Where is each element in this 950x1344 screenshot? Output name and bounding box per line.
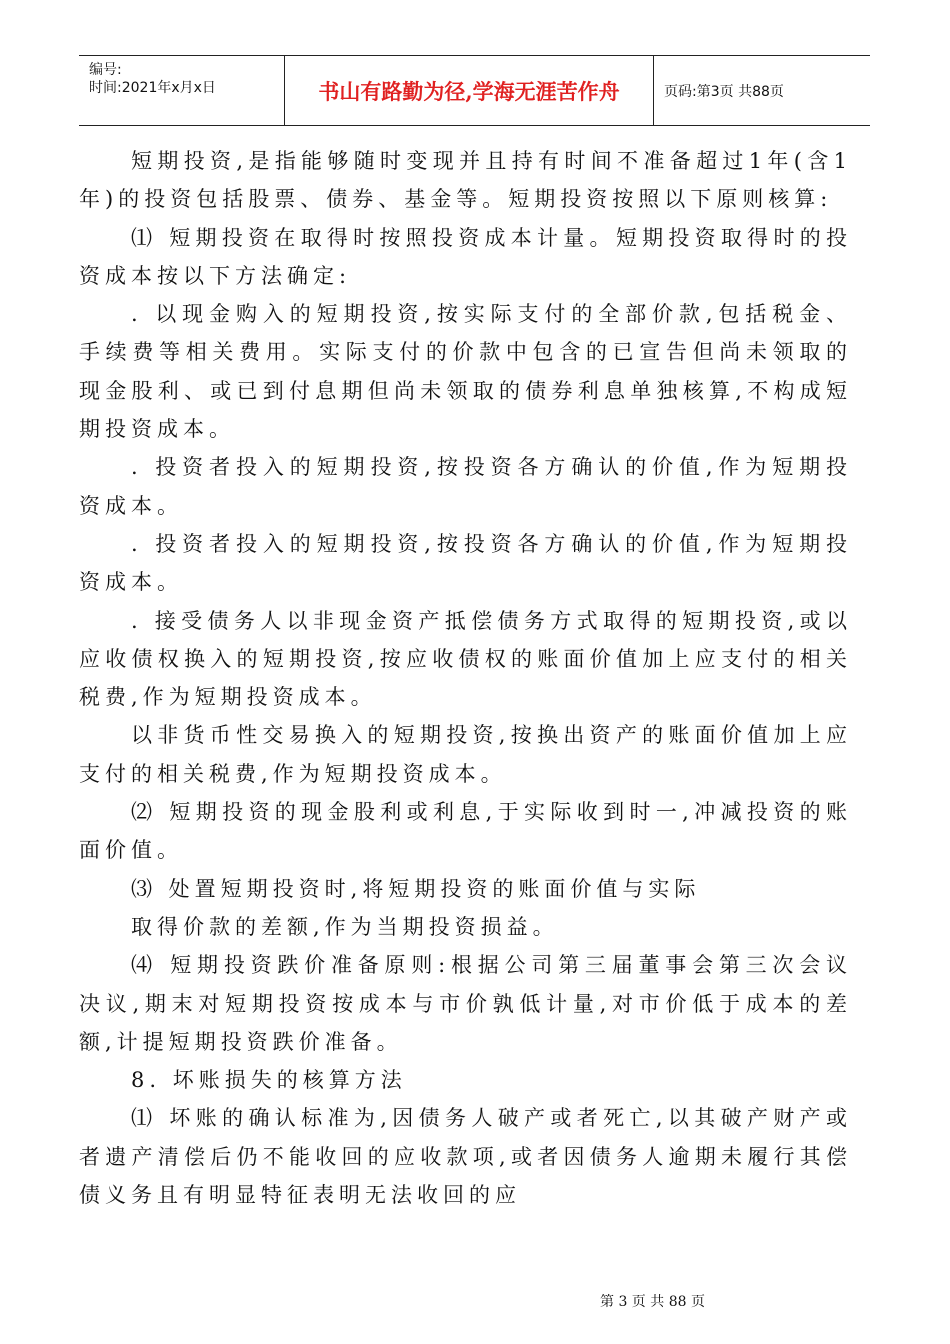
paragraph: ⑷ 短期投资跌价准备原则:根据公司第三届董事会第三次会议决议,期末对短期投资按成本与市价孰低计量,对市价低于成本的差额,计提短期投资跌价准备。 xyxy=(79,953,852,1054)
time-label: 时间:2021年x月x日 xyxy=(89,80,216,96)
page-header xyxy=(79,55,870,126)
paragraph: ⑴ 短期投资在取得时按照投资成本计量。短期投资取得时的投资成本按以下方法确定: xyxy=(79,225,852,288)
page-footer: 第 3 页 共 88 页 xyxy=(600,1294,705,1310)
header-page-info: 页码:第3页 共88页 xyxy=(664,83,784,100)
paragraph: . 投资者投入的短期投资,按投资各方确认的价值,作为短期投资成本。 xyxy=(79,531,852,595)
paragraph: ⑴ 坏账的确认标准为,因债务人破产或者死亡,以其破产财产或者遗产清偿后仍不能收回的应收款项,或者因债务人逾期未履行其偿债义务且有明显特征表明无法收回的应 xyxy=(79,1106,852,1208)
paragraph: . 投资者投入的短期投资,按投资各方确认的价值,作为短期投资成本。 xyxy=(79,455,852,518)
header-motto: 书山有路勤为径,学海无涯苦作舟 xyxy=(285,56,654,125)
paragraph: 取得价款的差额,作为当期投资损益。 xyxy=(131,914,559,939)
paragraph: 短期投资,是指能够随时变现并且持有时间不准备超过1年(含1年)的投资包括股票、债券、基金等。短期投资按照以下原则核算: xyxy=(79,149,852,212)
paragraph: . 以现金购入的短期投资,按实际支付的全部价款,包括税金、手续费等相关费用。实际支付的价款中包含的已宣告但尚未领取的现金股利、或已到付息期但尚未领取的债券利息单独核算,不构成短期投资成本。 xyxy=(79,302,852,442)
section-heading: 8. 坏账损失的核算方法 xyxy=(131,1068,407,1093)
document-body xyxy=(79,142,852,1214)
paragraph: 以非货币性交易换入的短期投资,按换出资产的账面价值加上应支付的相关税费,作为短期投资成本。 xyxy=(79,723,852,786)
paragraph: . 接受债务人以非现金资产抵偿债务方式取得的短期投资,或以应收债权换入的短期投资,按应收债权的账面价值加上应支付的相关税费,作为短期投资成本。 xyxy=(79,608,852,710)
paragraph: ⑵ 短期投资的现金股利或利息,于实际收到时一,冲减投资的账面价值。 xyxy=(79,800,852,863)
header-meta xyxy=(79,56,285,125)
paragraph: ⑶ 处置短期投资时,将短期投资的账面价值与实际 xyxy=(131,876,701,901)
number-label: 编号: xyxy=(89,62,122,78)
